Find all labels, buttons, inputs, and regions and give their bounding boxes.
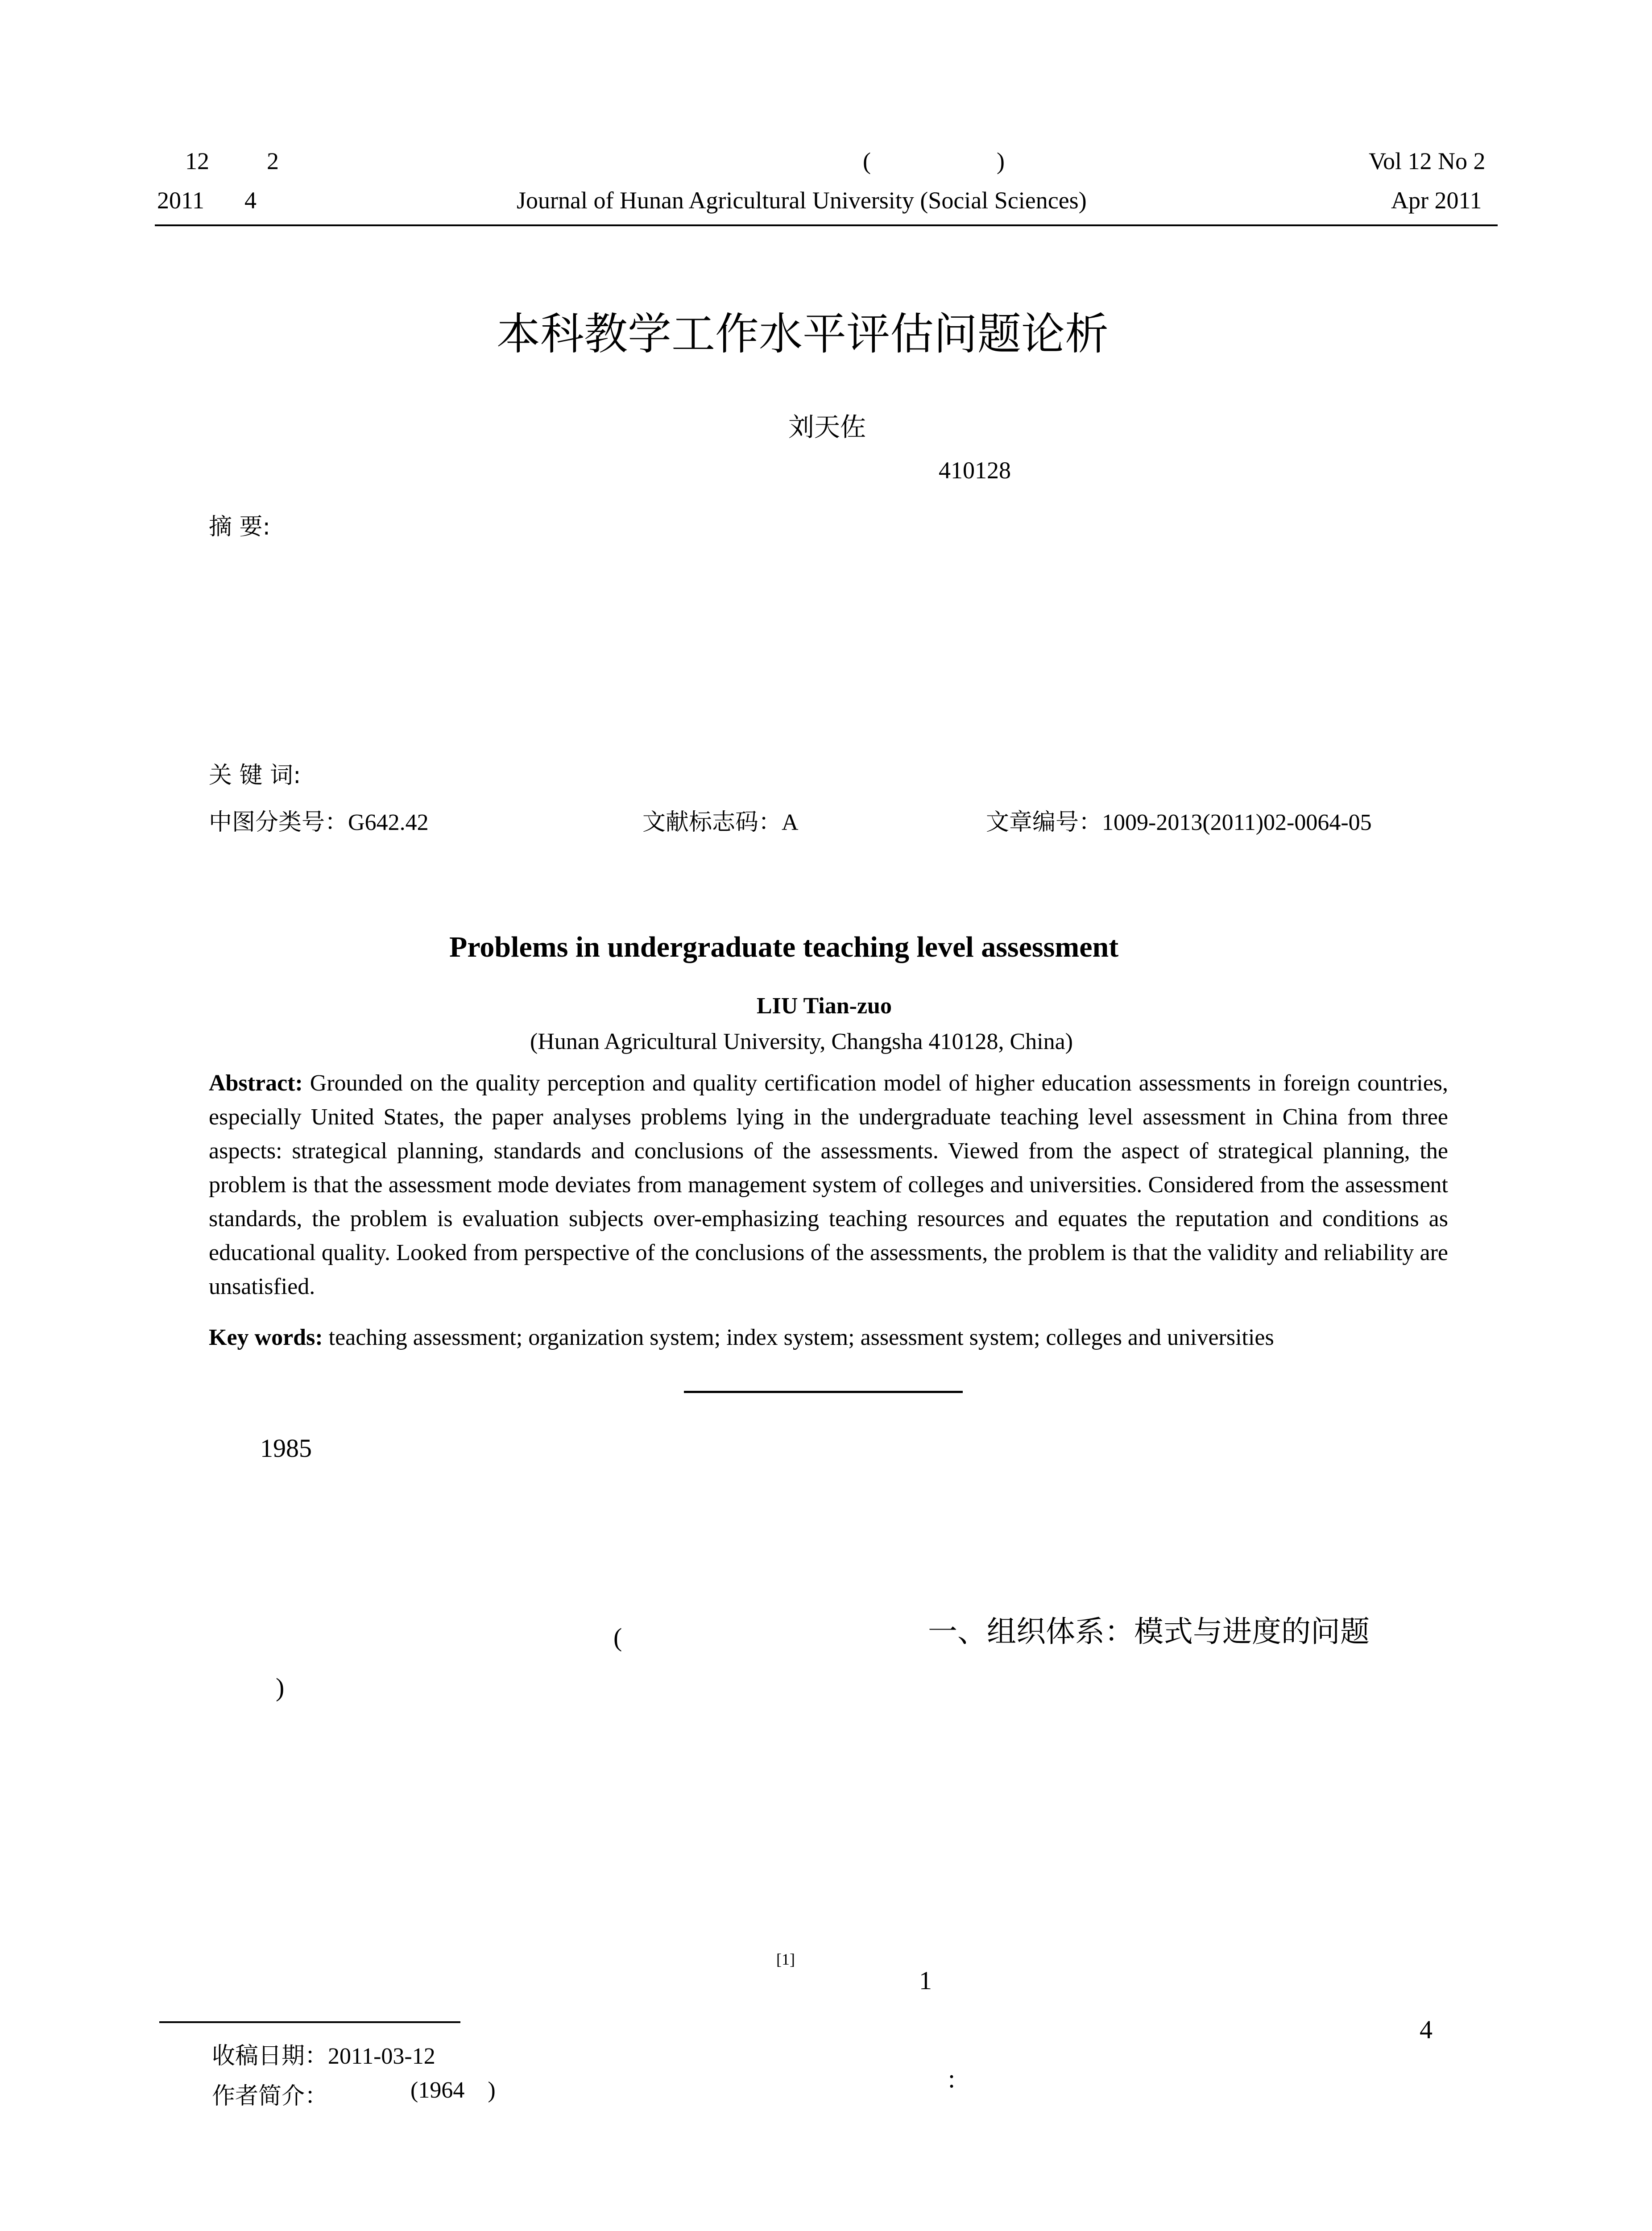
article-number — [986, 803, 1372, 837]
header-volume-left: 12 — [185, 148, 209, 174]
body-year-1985: 1985 — [260, 1434, 312, 1463]
body-paren-close: ) — [276, 1673, 285, 1702]
clc-number — [209, 803, 429, 837]
clc-label: 中图分类号： — [209, 809, 348, 836]
article-number-value: 1009-2013(2011)02-0064-05 — [1102, 810, 1372, 835]
postcode: 410128 — [939, 457, 1011, 484]
header-year-left: 2011 — [157, 187, 204, 214]
header-paren-open: ( — [863, 148, 871, 174]
body-paren-open: ( — [613, 1623, 622, 1652]
body-number-four: 4 — [1420, 2015, 1433, 2044]
author-bio-birth: (1964 ) — [410, 2078, 496, 2103]
body-colon: : — [948, 2064, 956, 2093]
document-code-label: 文献标志码： — [642, 809, 782, 836]
header-month-left: 4 — [244, 187, 257, 214]
citation-ref-1: [1] — [776, 1950, 795, 1968]
author-bio-label: 作者简介： — [212, 2084, 328, 2109]
clc-value: G642.42 — [348, 810, 429, 835]
body-number-one: 1 — [919, 1966, 932, 1995]
keywords-en-text: teaching assessment; organization system; index system; assessment system; colleges and universities — [328, 1325, 1274, 1350]
keywords-zh-label: 关 键 词: — [209, 762, 301, 789]
abstract-en-text: Grounded on the quality perception and quality certification model of higher education assessments in foreign countries, especially United States, the paper analyses problems lying in the undergraduate teaching level assessment in China from three aspects: strategical planning, standards and conclusions of the assessments. Viewed from the aspect of strategical planning, the problem is that the assessment mode deviates from management system of colleges and universities. Considered from the assessment standards, the problem is evaluation subjects over-emphasizing teaching resources and equates the reputation and conditions as educational quality. Looked from perspective of the conclusions of the assessments, the problem is that the validity and reliability are unsatisfied. — [209, 1070, 1449, 1299]
section-divider — [684, 1391, 963, 1393]
keywords-en-label: Key words: — [209, 1325, 323, 1350]
abstract-en-label: Abstract: — [209, 1070, 303, 1096]
footnote-rule — [159, 2021, 460, 2023]
received-date-label: 收稿日期： — [212, 2043, 328, 2069]
title-en: Problems in undergraduate teaching level assessment — [449, 931, 1119, 963]
article-number-label: 文章编号： — [986, 809, 1102, 836]
keywords-en — [209, 1321, 1458, 1355]
document-code — [642, 803, 799, 837]
abstract-en — [209, 1066, 1448, 1304]
header-date-right: Apr 2011 — [1391, 187, 1482, 214]
abstract-zh-label: 摘 要: — [209, 514, 271, 540]
header-rule — [155, 224, 1498, 226]
header-journal-name: Journal of Hunan Agricultural University (Social Sciences) — [517, 187, 1087, 214]
title-zh: 本科教学工作水平评估问题论析 — [497, 309, 1109, 360]
received-date-value: 2011-03-12 — [328, 2044, 435, 2069]
document-code-value: A — [782, 810, 799, 835]
author-zh: 刘天佐 — [788, 412, 866, 442]
affiliation-en: (Hunan Agricultural University, Changsha 410128, China) — [530, 1029, 1073, 1054]
received-date — [212, 2037, 435, 2070]
header-paren-close: ) — [997, 148, 1005, 174]
header-volume-right: Vol 12 No 2 — [1369, 148, 1486, 174]
author-en: LIU Tian-zuo — [757, 993, 892, 1019]
section-heading: 一、组织体系：模式与进度的问题 — [928, 1614, 1370, 1649]
header-number-left: 2 — [267, 148, 279, 174]
